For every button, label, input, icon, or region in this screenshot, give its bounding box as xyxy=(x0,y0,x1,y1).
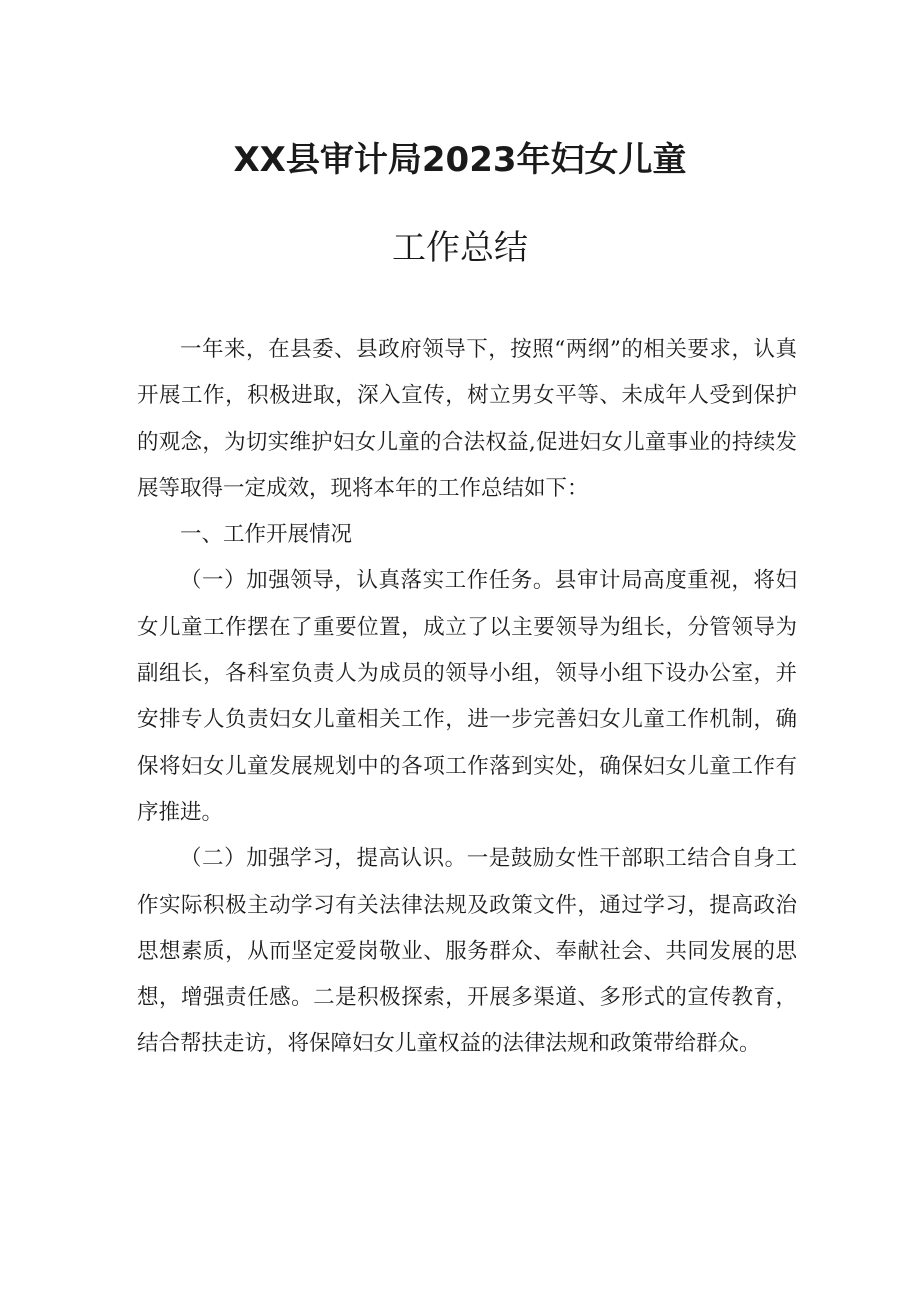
document-body xyxy=(137,327,797,1068)
document-title-line-1: XX县审计局2023年妇女儿童 xyxy=(233,140,687,180)
document-title-line-2: 工作总结 xyxy=(392,228,528,268)
section-heading-work-status: 一、工作开展情况 xyxy=(180,522,353,548)
intro-paragraph: 一年来，在县委、县政府领导下，按照“两纲”的相关要求，认真开展工作，积极进取，深入宣传，树立男女平等、未成年人受到保护的观念，为切实维护妇女儿童的合法权益,促进妇女儿童事业的持续发展等取得一定成效，现将本年的工作总结如下： xyxy=(137,337,797,501)
paragraph-strengthen-learning: （二）加强学习，提高认识。一是鼓励女性干部职工结合自身工作实际积极主动学习有关法律法规及政策文件，通过学习，提高政治思想素质，从而坚定爱岗敬业、服务群众、奉献社会、共同发展的思想，增强责任感。二是积极探索，开展多渠道、多形式的宣传教育，结合帮扶走访，将保障妇女儿童权益的法律法规和政策带给群众。 xyxy=(137,846,797,1057)
paragraph-strengthen-leadership: （一）加强领导，认真落实工作任务。县审计局高度重视，将妇女儿童工作摆在了重要位置，成立了以主要领导为组长，分管领导为副组长，各科室负责人为成员的领导小组，领导小组下设办公室，并安排专人负责妇女儿童相关工作，进一步完善妇女儿童工作机制，确保将妇女儿童发展规划中的各项工作落到实处，确保妇女儿童工作有序推进。 xyxy=(137,568,797,825)
